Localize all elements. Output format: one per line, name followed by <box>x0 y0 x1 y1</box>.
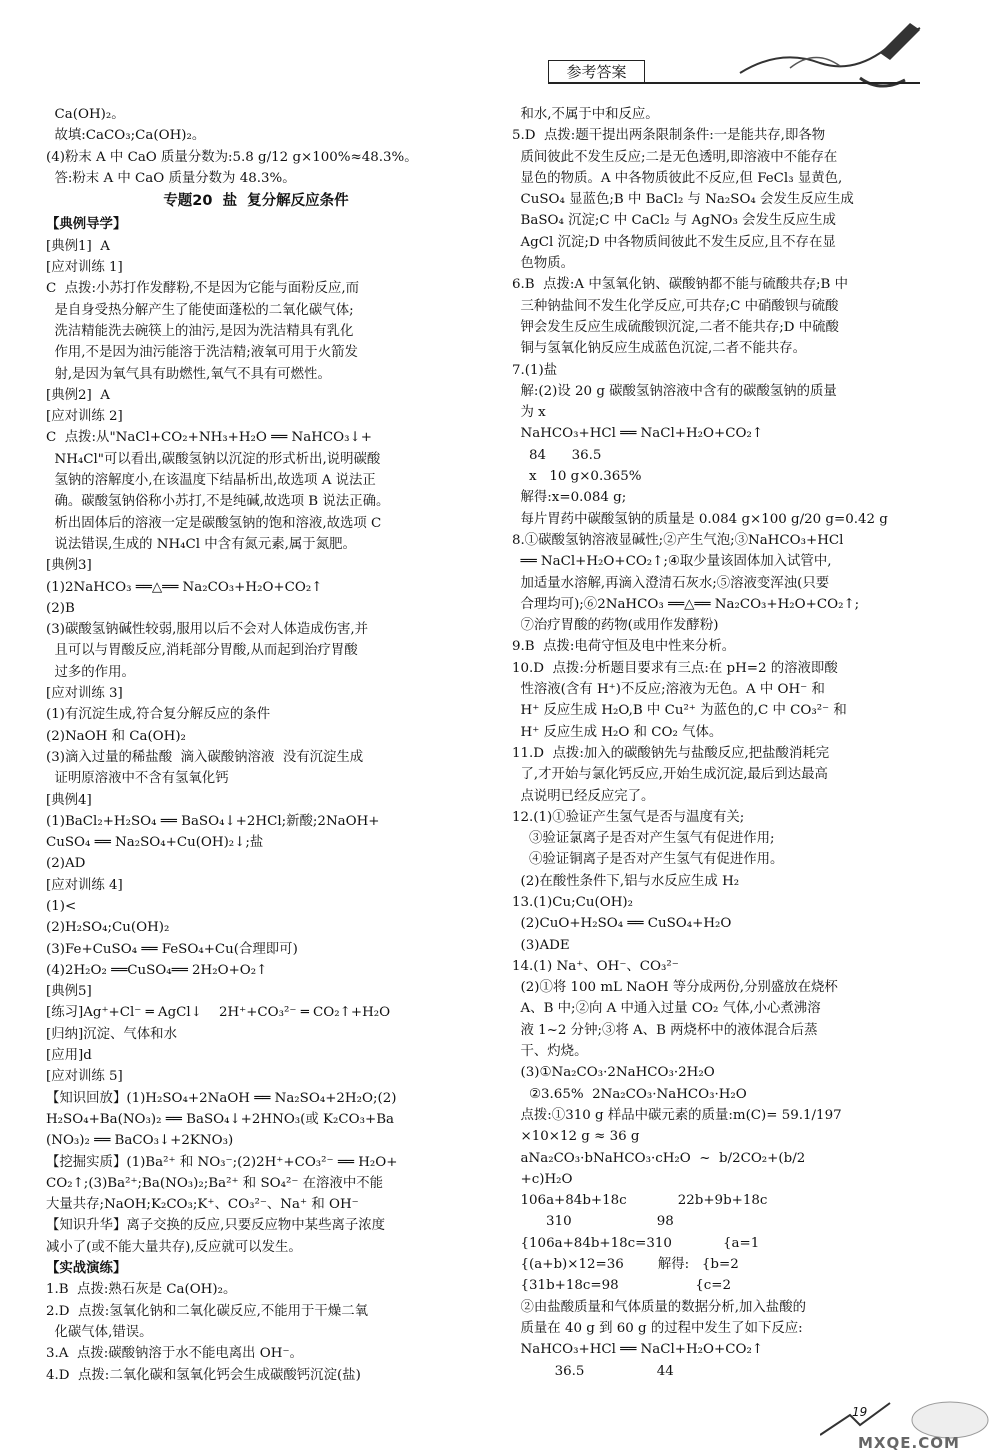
text-line: (4)2H₂O₂ ══CuSO₄══ 2H₂O+O₂↑ <box>46 962 268 978</box>
text-line: 质间彼此不发生反应;二是无色透明,即溶液中不能存在 <box>512 149 838 165</box>
text-line: 确。碳酸氢钠俗称小苏打,不是纯碱,故选项 B 说法正确。 <box>46 494 390 510</box>
text-line: (3)碳酸氢钠碱性较弱,服用以后不会对人体造成伤害,并 <box>46 622 369 638</box>
text-line: (3)ADE <box>512 937 570 953</box>
text-line: 氢钠的溶解度小,在该温度下结晶析出,故选项 A 说法正 <box>46 473 376 489</box>
text-line: 310 98 <box>512 1214 674 1230</box>
text-line: 干、灼烧。 <box>512 1044 588 1060</box>
text-line: 13.(1)Cu;Cu(OH)₂ <box>512 894 633 910</box>
text-line: (3)Fe+CuSO₄ ══ FeSO₄+Cu(合理即可) <box>46 941 298 957</box>
text-line: 10.D 点拨:分析题目要求有三点:在 pH=2 的溶液即酸 <box>512 660 838 676</box>
text-line: (1)2NaHCO₃ ══△══ Na₂CO₃+H₂O+CO₂↑ <box>46 579 323 595</box>
text-line: aNa₂CO₃·bNaHCO₃·cH₂O ~ b/2CO₂+(b/2 <box>512 1150 806 1166</box>
text-line: 11.D 点拨:加入的碳酸钠先与盐酸反应,把盐酸消耗完 <box>512 745 830 761</box>
text-line: 每片胃药中碳酸氢钠的质量是 0.084 g×100 g/20 g=0.42 g <box>512 511 888 527</box>
text-line: [归纳]沉淀、气体和水 <box>46 1026 177 1042</box>
text-line: 色物质。 <box>512 256 575 272</box>
text-line: CO₂↑;(3)Ba²⁺;Ba(NO₃)₂;Ba²⁺ 和 SO₄²⁻ 在溶液中不能 <box>46 1175 383 1191</box>
text-line: [应对训练 1] <box>46 260 123 276</box>
watermark: MXQE.COM <box>858 1434 960 1452</box>
text-line: AgCl 沉淀;D 中各物质间彼此不发生反应,且不存在显 <box>512 234 836 250</box>
text-line: [典例5] <box>46 984 92 1000</box>
text-line: H⁺ 反应生成 H₂O 和 CO₂ 气体。 <box>512 724 723 740</box>
text-line: (2)H₂SO₄;Cu(OH)₂ <box>46 920 170 936</box>
header-title: 参考答案 <box>548 60 645 83</box>
text-line: x 10 g×0.365% <box>512 469 642 485</box>
text-line: 解:(2)设 20 g 碳酸氢钠溶液中含有的碳酸氢钠的质量 <box>512 383 837 399</box>
text-line: [应对训练 2] <box>46 409 123 425</box>
text-line: BaSO₄ 沉淀;C 中 CaCl₂ 与 AgNO₃ 会发生反应生成 <box>512 213 836 229</box>
text-line: (1)有沉淀生成,符合复分解反应的条件 <box>46 707 271 723</box>
text-line: (1)BaCl₂+H₂SO₄ ══ BaSO₄↓+2HCl;新酸;2NaOH+ <box>46 813 380 829</box>
text-line: 【挖掘实质】(1)Ba²⁺ 和 NO₃⁻;(2)2H⁺+CO₃²⁻ ══ H₂O+ <box>46 1154 398 1170</box>
text-line: 9.B 点拨:电荷守恒及电中性来分析。 <box>512 639 736 655</box>
text-line: (3)①Na₂CO₃·2NaHCO₃·2H₂O <box>512 1065 715 1081</box>
text-line: 铜与氢氧化钠反应生成蓝色沉淀,二者不能共存。 <box>512 341 806 357</box>
text-line: 减小了(或不能大量共存),反应就可以发生。 <box>46 1239 302 1255</box>
text-line: ⑦治疗胃酸的药物(或用作发酵粉) <box>512 618 719 634</box>
text-line: 6.B 点拨:A 中氢氧化钠、碳酸钠都不能与硫酸共存;B 中 <box>512 277 848 293</box>
text-line: 合理均可);⑥2NaHCO₃ ══△══ Na₂CO₃+H₂O+CO₂↑; <box>512 596 860 612</box>
text-line: 答:粉末 A 中 CaO 质量分数为 48.3%。 <box>46 170 296 186</box>
text-line: 8.①碳酸氢钠溶液显碱性;②产生气泡;③NaHCO₃+HCl <box>512 532 844 548</box>
text-line: {106a+84b+18c=310 {a=1 <box>512 1235 760 1251</box>
text-line: 3.A 点拨:碳酸钠溶于水不能电离出 OH⁻。 <box>46 1346 303 1362</box>
text-line: NaHCO₃+HCl ══ NaCl+H₂O+CO₂↑ <box>512 1342 764 1358</box>
text-line: (2)在酸性条件下,铝与水反应生成 H₂ <box>512 873 740 889</box>
header-rule <box>548 82 920 84</box>
text-line: C 点拨:小苏打作发酵粉,不是因为它能与面粉反应,而 <box>46 281 359 297</box>
text-line: (2)B <box>46 600 75 616</box>
text-line: [典例4] <box>46 792 92 808</box>
text-line: ③验证氯离子是否对产生氢气有促进作用; <box>512 831 775 847</box>
text-line: 14.(1) Na⁺、OH⁻、CO₃²⁻ <box>512 958 679 974</box>
section-heading: 【实战演练】 <box>46 1261 127 1277</box>
text-line: 12.(1)①验证产生氢气是否与温度有关; <box>512 809 745 825</box>
text-line: 大量共存;NaOH;K₂CO₃;K⁺、CO₃²⁻、Na⁺ 和 OH⁻ <box>46 1197 359 1213</box>
text-line: [应用]d <box>46 1048 92 1064</box>
text-line: (2)CuO+H₂SO₄ ══ CuSO₄+H₂O <box>512 916 732 932</box>
text-line: {31b+18c=98 {c=2 <box>512 1278 732 1294</box>
section-heading: 【典例导学】 <box>46 217 127 233</box>
text-line: 和水,不属于中和反应。 <box>512 107 659 122</box>
text-line: ④验证铜离子是否对产生氢气有促进作用。 <box>512 852 784 868</box>
section-title: 专题20 盐 复分解反应条件 <box>163 193 349 210</box>
text-line: CuSO₄ 显蓝色;B 中 BaCl₂ 与 Na₂SO₄ 会发生反应生成 <box>512 192 854 208</box>
text-line: 显色的物质。A 中各物质彼此不反应,但 FeCl₃ 显黄色, <box>512 170 843 186</box>
text-line: 106a+84b+18c 22b+9b+18c <box>512 1193 768 1209</box>
text-line: ══ NaCl+H₂O+CO₂↑;④取少量该固体加入试管中, <box>512 554 832 570</box>
text-line: NaHCO₃+HCl ══ NaCl+H₂O+CO₂↑ <box>512 426 764 442</box>
text-line: [典例1] A <box>46 238 110 254</box>
left-column <box>46 104 466 1386</box>
text-line: 故填:CaCO₃;Ca(OH)₂。 <box>46 128 206 144</box>
text-line: (3)滴入过量的稀盐酸 滴入碳酸钠溶液 没有沉淀生成 <box>46 749 364 765</box>
text-line: [应对训练 5] <box>46 1069 123 1085</box>
text-line: ②3.65% 2Na₂CO₃·NaHCO₃·H₂O <box>512 1086 747 1102</box>
text-line: 了,才开始与氯化钙反应,开始生成沉淀,最后到达最高 <box>512 767 828 783</box>
text-line: 7.(1)盐 <box>512 362 558 378</box>
text-line: (1)< <box>46 898 77 914</box>
text-line: [应对训练 4] <box>46 877 123 893</box>
right-column <box>512 104 922 1382</box>
text-line: [应对训练 3] <box>46 686 123 702</box>
text-line: 是自身受热分解产生了能使面蓬松的二氧化碳气体; <box>46 302 354 318</box>
text-line: 洗洁精能洗去碗筷上的油污,是因为洗洁精具有乳化 <box>46 323 354 339</box>
text-line: +c)H₂O <box>512 1171 573 1187</box>
text-line: 化碳气体,错误。 <box>46 1324 153 1340</box>
text-line: 加适量水溶解,再滴入澄清石灰水;⑤溶液变浑浊(只要 <box>512 575 830 591</box>
text-line: 证明原溶液中不含有氢氧化钙 <box>46 771 229 787</box>
text-line: 为 x <box>512 405 546 421</box>
page-number: 19 <box>852 1405 868 1419</box>
text-line: [典例2] A <box>46 387 110 403</box>
text-line: 解得:x=0.084 g; <box>512 490 627 506</box>
header-decoration-icon <box>730 18 930 98</box>
text-line: 且可以与胃酸反应,消耗部分胃酸,从而起到治疗胃酸 <box>46 643 358 659</box>
text-line: 析出固体后的溶液一定是碳酸氢钠的饱和溶液,故选项 C <box>46 515 382 531</box>
text-line: 说法错误,生成的 NH₄Cl 中含有氮元素,属于氮肥。 <box>46 536 356 552</box>
text-line: (4)粉末 A 中 CaO 质量分数为:5.8 g/12 g×100%≈48.3%。 <box>46 149 418 165</box>
text-line: 【知识回放】(1)H₂SO₄+2NaOH ══ Na₂SO₄+2H₂O;(2) <box>46 1090 397 1106</box>
text-line: 5.D 点拨:题干提出两条限制条件:一是能共存,即各物 <box>512 128 826 144</box>
text-line: 【知识升华】离子交换的反应,只要反应物中某些离子浓度 <box>46 1218 386 1234</box>
text-line: 射,是因为氧气具有助燃性,氧气不具有可燃性。 <box>46 366 331 382</box>
text-line: 钾会发生反应生成硫酸钡沉淀,二者不能共存;D 中硫酸 <box>512 319 839 335</box>
text-line: 点说明已经反应完了。 <box>512 788 655 804</box>
text-line: 36.5 44 <box>512 1363 674 1379</box>
text-line: H₂SO₄+Ba(NO₃)₂ ══ BaSO₄↓+2HNO₃(或 K₂CO₃+Ba <box>46 1111 395 1127</box>
text-line: {(a+b)×12=36 解得: {b=2 <box>512 1257 739 1273</box>
text-line: NH₄Cl"可以看出,碳酸氢钠以沉淀的形式析出,说明碳酸 <box>46 451 381 467</box>
text-line: 84 36.5 <box>512 447 602 463</box>
text-line: [练习]Ag⁺+Cl⁻ ═ AgCl↓ 2H⁺+CO₃²⁻ ═ CO₂↑+H₂O <box>46 1005 391 1021</box>
text-line: (NO₃)₂ ══ BaCO₃↓+2KNO₃) <box>46 1133 234 1149</box>
text-line: C 点拨:从"NaCl+CO₂+NH₃+H₂O ══ NaHCO₃↓+ <box>46 430 372 446</box>
text-line: 性溶液(含有 H⁺)不反应;溶液为无色。A 中 OH⁻ 和 <box>512 682 825 698</box>
text-line: [典例3] <box>46 558 92 574</box>
text-line: 液 1~2 分钟;③将 A、B 两烧杯中的液体混合后蒸 <box>512 1022 818 1038</box>
text-line: 1.B 点拨:熟石灰是 Ca(OH)₂。 <box>46 1282 237 1298</box>
text-line: H⁺ 反应生成 H₂O,B 中 Cu²⁺ 为蓝色的,C 中 CO₃²⁻ 和 <box>512 703 847 719</box>
text-line: 质量在 40 g 到 60 g 的过程中发生了如下反应: <box>512 1320 803 1336</box>
text-line: Ca(OH)₂。 <box>46 107 125 122</box>
text-line: 过多的作用。 <box>46 664 135 680</box>
text-line: ×10×12 g ≈ 36 g <box>512 1129 640 1145</box>
text-line: (2)①将 100 mL NaOH 等分成两份,分别盛放在烧杯 <box>512 980 838 996</box>
text-line: 2.D 点拨:氢氧化钠和二氧化碳反应,不能用于干燥二氧 <box>46 1303 368 1319</box>
text-line: 4.D 点拨:二氧化碳和氢氧化钙会生成碳酸钙沉淀(盐) <box>46 1367 361 1383</box>
text-line: A、B 中;②向 A 中通入过量 CO₂ 气体,小心煮沸溶 <box>512 1001 821 1017</box>
text-line: (2)AD <box>46 856 86 872</box>
text-line: 三种钠盐间不发生化学反应,可共存;C 中硝酸钡与硫酸 <box>512 298 839 314</box>
text-line: 点拨:①310 g 样品中碳元素的质量:m(C)= 59.1/197 <box>512 1107 842 1123</box>
text-line: CuSO₄ ══ Na₂SO₄+Cu(OH)₂↓;盐 <box>46 835 264 851</box>
text-line: ②由盐酸质量和气体质量的数据分析,加入盐酸的 <box>512 1299 806 1315</box>
text-line: (2)NaOH 和 Ca(OH)₂ <box>46 728 186 744</box>
text-line: 作用,不是因为油污能溶于洗洁精;液氧可用于火箭发 <box>46 345 358 361</box>
